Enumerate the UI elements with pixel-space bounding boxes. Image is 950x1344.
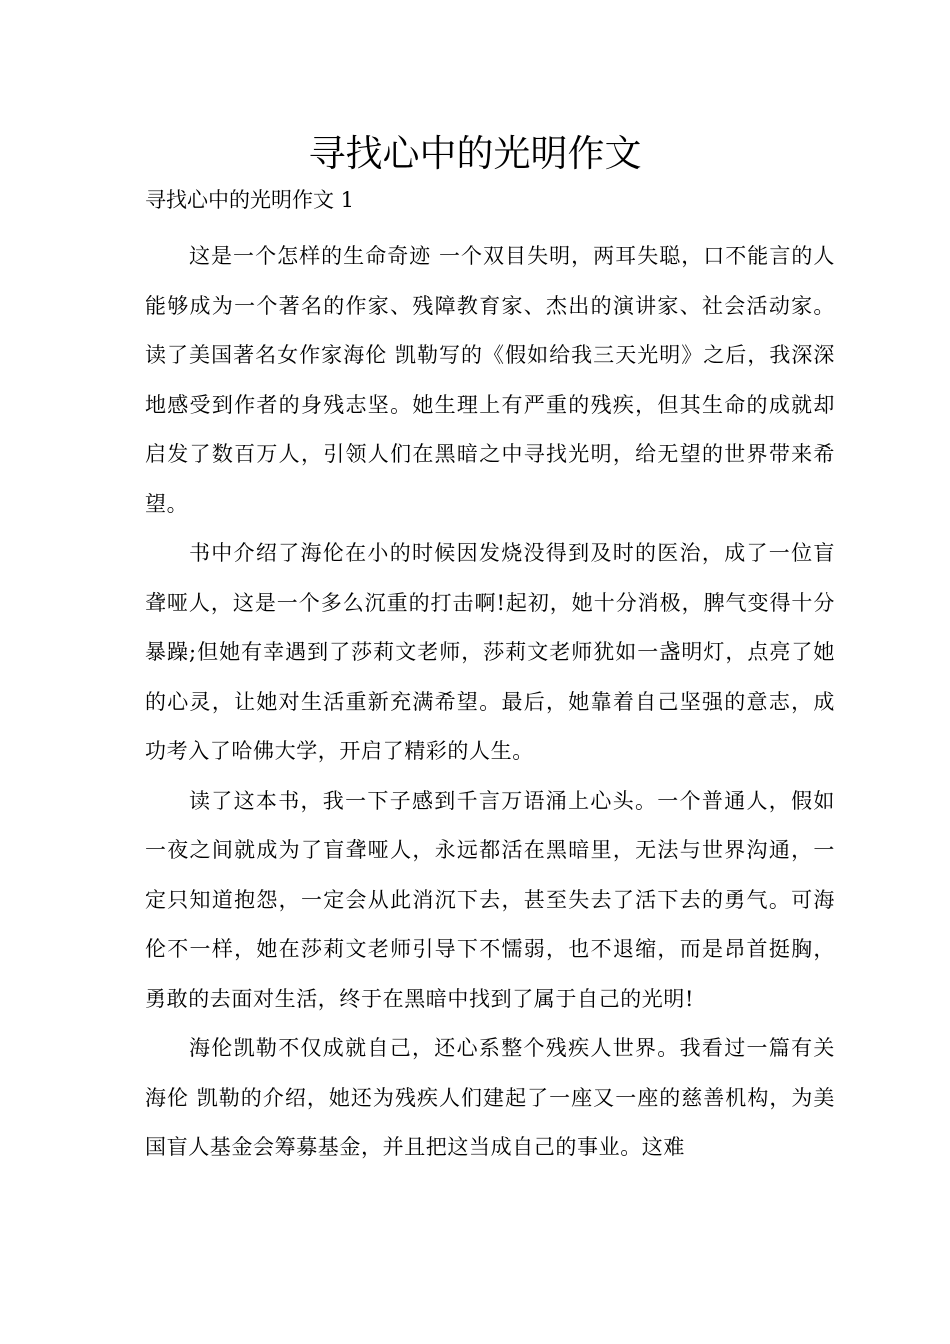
paragraph-4: 海伦凯勒不仅成就自己，还心系整个残疾人世界。我看过一篇有关海伦 凯勒的介绍，她还为残疾人们建起了一座又一座的慈善机构，为美国盲人基金会筹募基金，并且把这当成自己的事业。这难 [145,1036,835,1159]
paragraph-2: 书中介绍了海伦在小的时候因发烧没得到及时的医治，成了一位盲聋哑人，这是一个多么沉重的打击啊!起初，她十分消极，脾气变得十分暴躁;但她有幸遇到了莎莉文老师，莎莉文老师犹如一盏明灯，点亮了她的心灵，让她对生活重新充满希望。最后，她靠着自己坚强的意志，成功考入了哈佛大学，开启了精彩的人生。 [145,541,835,763]
paragraph-3: 读了这本书，我一下子感到千言万语涌上心头。一个普通人，假如一夜之间就成为了盲聋哑人，永远都活在黑暗里，无法与世界沟通，一定只知道抱怨，一定会从此消沉下去，甚至失去了活下去的勇气。可海伦不一样，她在莎莉文老师引导下不懦弱，也不退缩，而是昂首挺胸，勇敢的去面对生活，终于在黑暗中找到了属于自己的光明! [145,788,835,1011]
document-title: 寻找心中的光明作文 [308,132,642,175]
document-body [145,232,835,1173]
section-heading: 寻找心中的光明作文 1 [145,188,355,212]
paragraph-1: 这是一个怎样的生命奇迹 一个双目失明，两耳失聪，口不能言的人能够成为一个著名的作家、残障教育家、杰出的演讲家、社会活动家。读了美国著名女作家海伦 凯勒写的《假如给我三天光明》之后，我深深地感受到作者的身残志坚。她生理上有严重的残疾，但其生命的成就却启发了数百万人，引领人们在黑暗之中寻找光明，给无望的世界带来希望。 [145,244,835,516]
